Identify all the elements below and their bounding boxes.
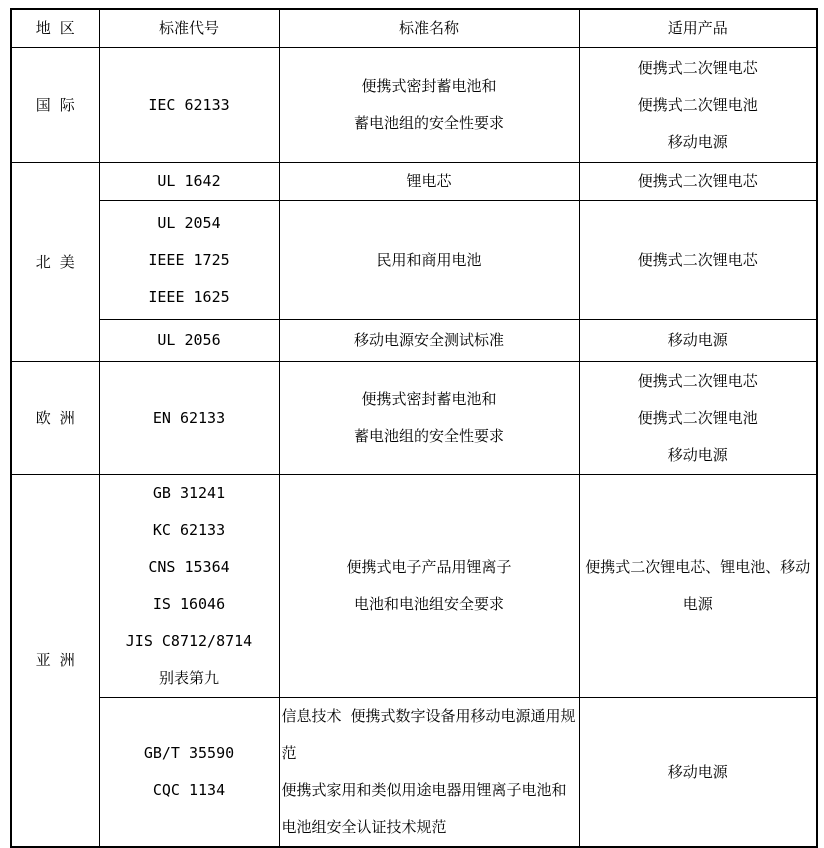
code-line: JIS C8712/8714	[125, 632, 253, 650]
name-line: 蓄电池组的安全性要求	[353, 114, 504, 132]
code-line: IS 16046	[152, 595, 226, 613]
table-header-row	[11, 9, 817, 48]
product-line: 移动电源	[667, 445, 728, 464]
battery-standards-table	[10, 8, 818, 848]
code-line: CQC 1134	[152, 781, 226, 799]
cell-code-ul2054-group	[99, 201, 279, 320]
code-line: KC 62133	[152, 521, 226, 539]
code-line: IEEE 1625	[148, 287, 230, 306]
code-line: UL 2054	[157, 213, 221, 232]
product-line: 便携式二次锂电芯	[637, 371, 758, 390]
cell-region-international: 国 际	[11, 48, 99, 163]
row-asia-gb31241-group	[11, 475, 817, 698]
cell-products-ul2056	[579, 320, 817, 362]
row-na-ul2054-group	[11, 201, 817, 320]
cell-region-europe: 欧 洲	[11, 362, 99, 475]
name-line: 民用和商用电池	[376, 250, 482, 269]
header-region: 地 区	[11, 9, 99, 48]
code-line: EN 62133	[152, 408, 226, 427]
name-line: 蓄电池组的安全性要求	[353, 427, 504, 445]
cell-name-ul2056	[279, 320, 579, 362]
name-line: 移动电源安全测试标准	[353, 331, 504, 349]
code-line: CNS 15364	[148, 558, 230, 576]
code-line: GB 31241	[152, 484, 226, 502]
code-line: 别表第九	[158, 669, 219, 687]
cell-products-iec62133	[579, 48, 817, 163]
cell-products-ul2054-group	[579, 201, 817, 320]
header-applicable-products: 适用产品	[579, 9, 817, 48]
name-line: 便携式家用和类似用途电器用锂离子电池和电池组安全认证技术规范	[281, 781, 567, 836]
cell-name-en62133	[279, 362, 579, 475]
code-line: IEC 62133	[148, 95, 230, 114]
cell-name-iec62133	[279, 48, 579, 163]
cell-code-en62133	[99, 362, 279, 475]
header-standard-name: 标准名称	[279, 9, 579, 48]
code-line: UL 1642	[157, 172, 221, 190]
name-line: 便携式密封蓄电池和	[361, 390, 497, 408]
product-line: 便携式二次锂电芯	[637, 172, 758, 190]
cell-code-ul1642	[99, 163, 279, 201]
name-line: 便携式密封蓄电池和	[361, 77, 497, 95]
product-line: 便携式二次锂电池	[637, 95, 758, 114]
row-na-ul1642	[11, 163, 817, 201]
product-line: 移动电源	[667, 762, 728, 781]
row-international-iec62133	[11, 48, 817, 163]
row-na-ul2056	[11, 320, 817, 362]
product-line: 移动电源	[667, 331, 728, 349]
cell-products-ul1642	[579, 163, 817, 201]
cell-name-ul2054-group	[279, 201, 579, 320]
product-line: 移动电源	[667, 132, 728, 151]
name-line: 电池和电池组安全要求	[353, 595, 504, 613]
cell-code-ul2056	[99, 320, 279, 362]
cell-products-gb31241-group	[579, 475, 817, 698]
cell-region-asia: 亚 洲	[11, 475, 99, 848]
product-line: 便携式二次锂电池	[637, 408, 758, 427]
cell-code-gb31241-group	[99, 475, 279, 698]
name-line: 信息技术 便携式数字设备用移动电源通用规范	[281, 707, 576, 762]
code-line: UL 2056	[157, 331, 221, 349]
cell-products-en62133	[579, 362, 817, 475]
product-line: 便携式二次锂电芯、锂电池、移动电源	[585, 558, 811, 613]
cell-region-north-america: 北 美	[11, 163, 99, 362]
name-line: 锂电芯	[406, 172, 452, 190]
cell-name-ul1642	[279, 163, 579, 201]
name-line: 便携式电子产品用锂离子	[346, 558, 512, 576]
code-line: GB/T 35590	[143, 744, 235, 762]
row-europe-en62133	[11, 362, 817, 475]
code-line: IEEE 1725	[148, 250, 230, 269]
header-standard-code: 标准代号	[99, 9, 279, 48]
cell-code-iec62133	[99, 48, 279, 163]
product-line: 便携式二次锂电芯	[637, 58, 758, 77]
cell-name-gb31241-group	[279, 475, 579, 698]
product-line: 便携式二次锂电芯	[637, 250, 758, 269]
